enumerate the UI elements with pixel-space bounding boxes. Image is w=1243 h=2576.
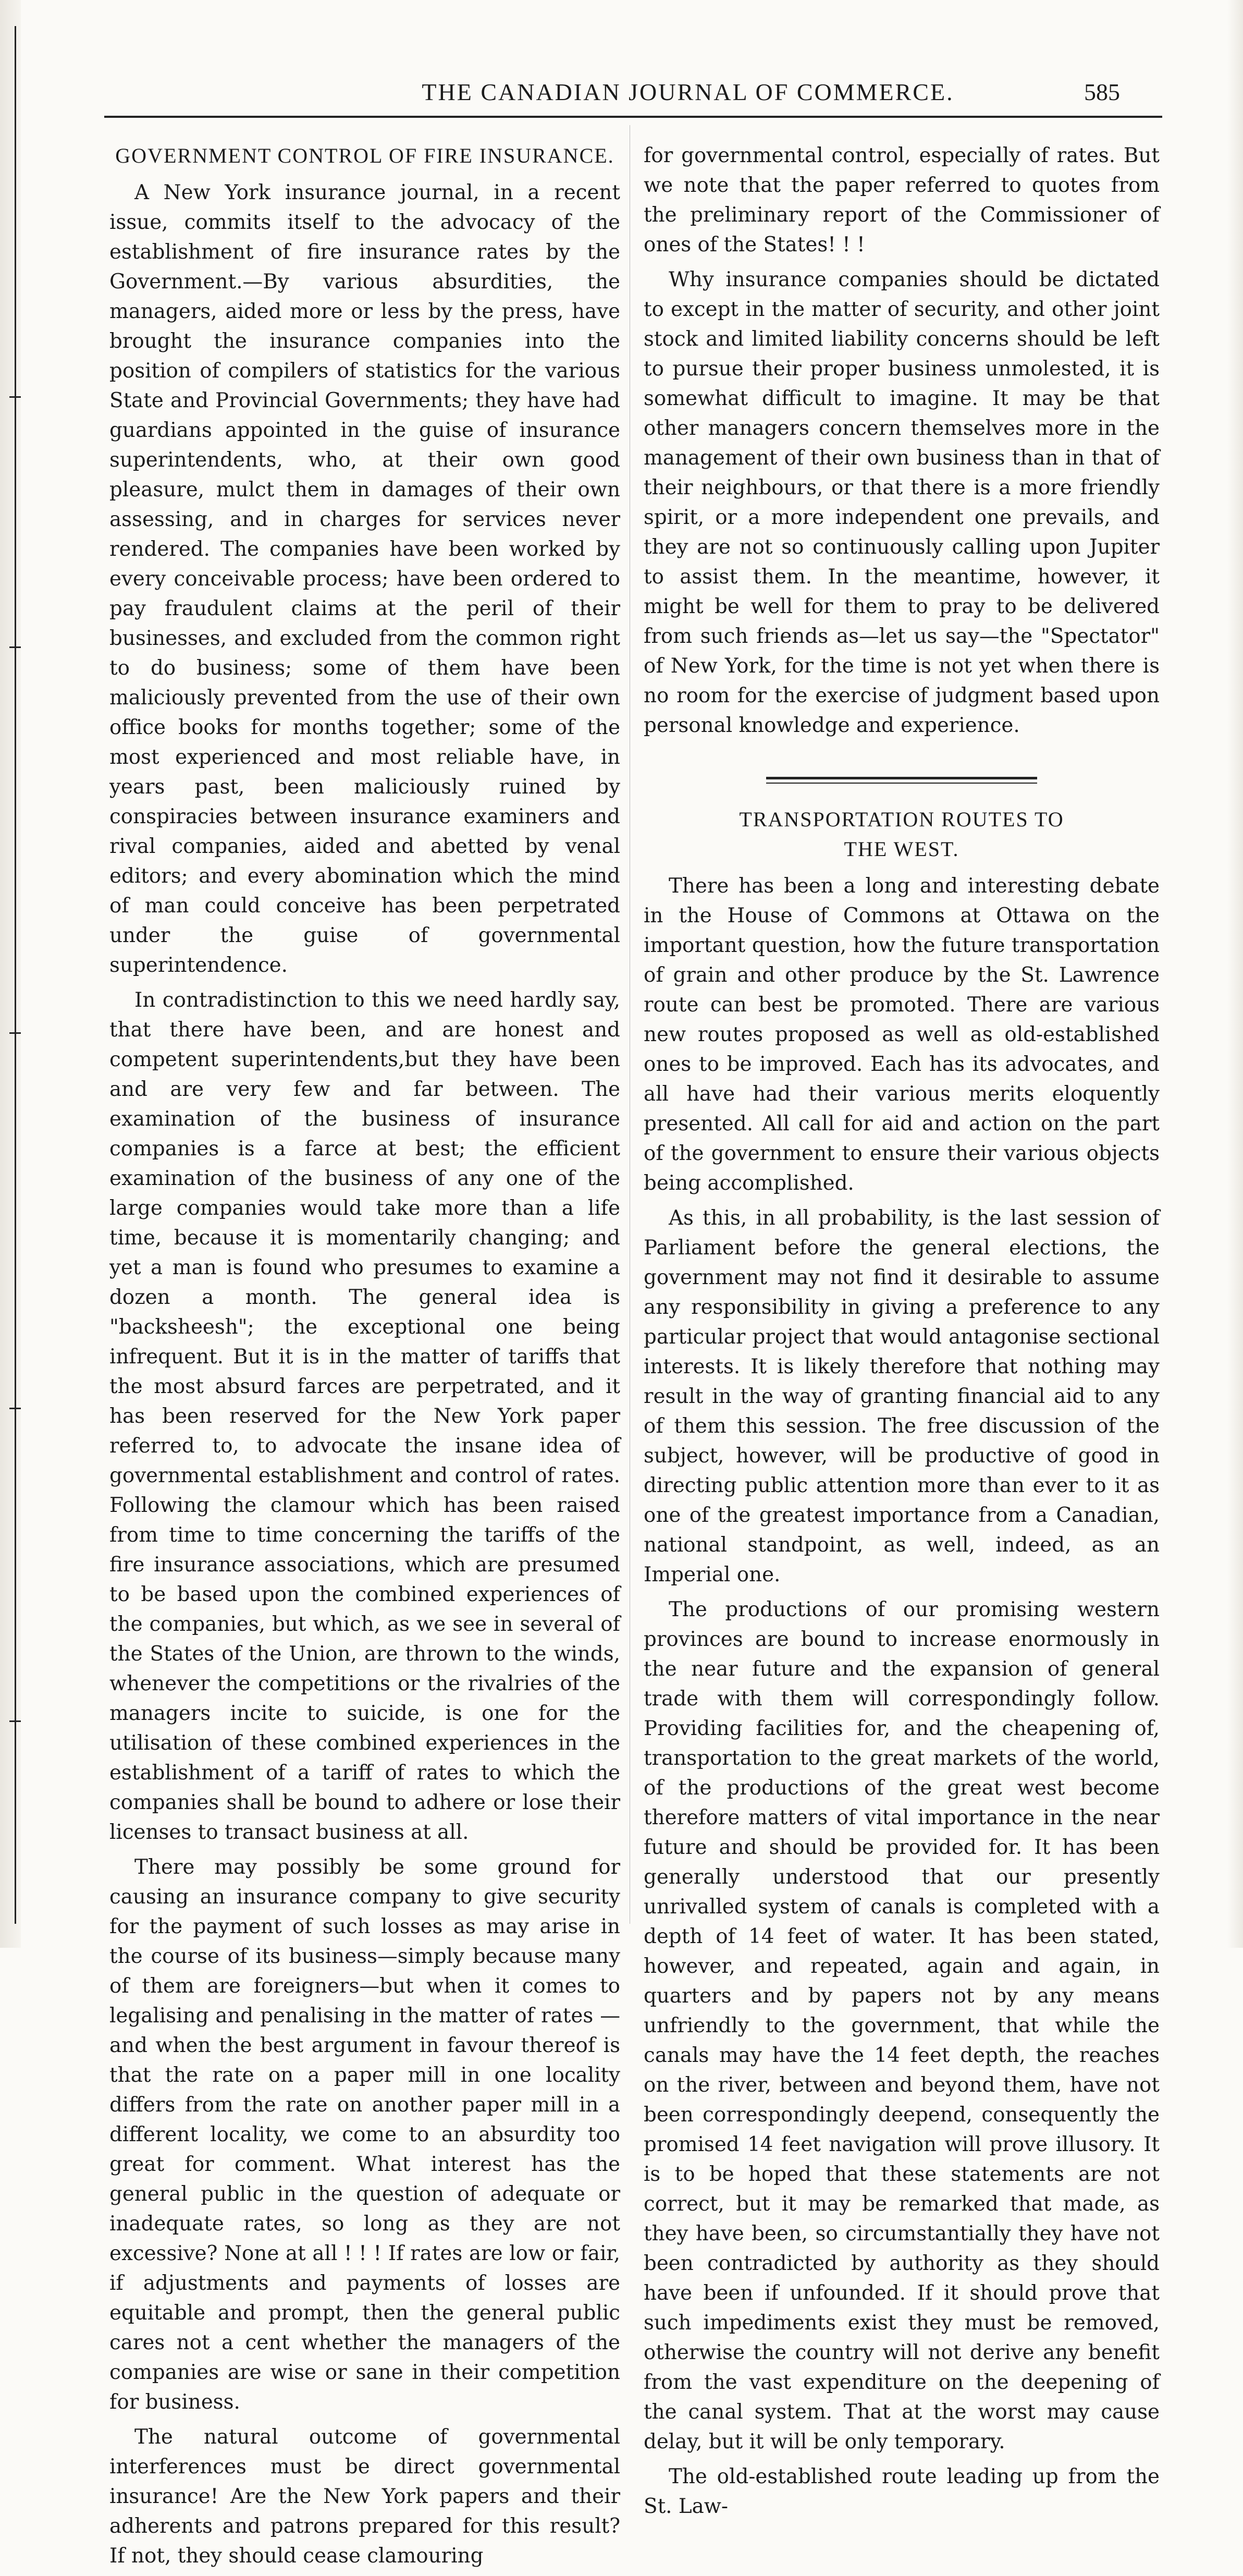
binding-line [15, 26, 16, 1924]
binding-mark [9, 1032, 21, 1034]
running-header: THE CANADIAN JOURNAL OF COMMERCE. [422, 79, 954, 105]
article-paragraph: Why insurance companies should be dictated to except in the matter of security, and other joint stock and limited liability concerns should be left to pursue their proper business unmolested, it is somewhat difficult to imagine. It may be that other managers concern themselves more in the management of their own business than in that of their neighbours, or that there is a more friendly spirit, or a more independent one prevails, and they are not so continuously calling upon Jupiter to assist them. In the meantime, however, it might be well for them to pray to be delivered from such friends as—let us say—the "Spectator" of New York, for the time is not yet when there is no room for the exercise of judgment based upon personal knowledge and experience. [644, 268, 1160, 737]
binding-mark [9, 646, 21, 648]
page-binding-edge [0, 0, 21, 1948]
article-title-line: THE WEST. [844, 837, 959, 861]
article-paragraph: In contradistinction to this we need hardly say, that there have been, and are honest and competent superintendents,but they have been and are very few and far between. The examination of the business of insurance companies is a farce at best; the efficient examination of the business of any one of the large companies would take more than a life time, because it is momentarily changing; and yet a man is found who presumes to examine a dozen a month. The general idea is "backsheesh"; the exceptional one being infrequent. But it is in the matter of tariffs that the most absurd farces are perpetrated, and it has been reserved for the New York paper referred to, to advocate the insane idea of governmental establishment and control of rates. Following the clamour which has been raised from time to time concerning the tariffs of the fire insurance associations, which are presumed to be based upon the combined experiences of the companies, but which, as we see in several of the States of the Union, are thrown to the winds, whenever the competitions or the rivalries of the managers incite to suicide, is one for the utilisation of these combined experiences in the establishment of a tariff of rates to which the companies shall be bound to adhere or lose their licenses to transact business at all. [109, 988, 620, 1844]
article-title [644, 804, 1160, 864]
binding-mark [9, 1408, 21, 1409]
article-paragraph-continued: for governmental control, especially of rates. But we note that the paper referred to quotes from the preliminary report of the Commissioner of ones of the States! ! ! [644, 144, 1160, 257]
section-divider [766, 777, 1037, 784]
left-column [109, 141, 620, 2576]
article-paragraph: The productions of our promising western provinces are bound to increase enormously in the near future and the expansion of general trade with them will correspondingly follow. Providing facilities for, and the cheapening of, transportation to the great markets of the world, of the productions of the great west become therefore matters of vital importance in the near future and should be provided for. It has been generally understood that our presently unrivalled system of canals is completed with a depth of 14 feet of water. It has been stated, however, and repeated, again and again, in quarters and by papers not by any means unfriendly to the government, that while the canals may have the 14 feet depth, the reaches on the river, between and beyond them, have not been correspondingly deepend, consequently the promised 14 feet navigation will prove illusory. It is to be hoped that these statements are not correct, but it may be remarked that made, as they have been, so circumstantially they have not been contradicted by authority as they should have been if unfounded. If it should prove that such impediments exist they must be removed, otherwise the country will not derive any benefit from the vast expenditure on the deepening of the canal system. That at the worst may cause delay, but it will be only temporary. [644, 1598, 1160, 2453]
article-paragraph: There has been a long and interesting debate in the House of Commons at Ottawa on the important question, how the future transportation of grain and other produce by the St. Lawrence route can best be promoted. There are various new routes proposed as well as old-established ones to be improved. Each has its advocates, and all have had their various merits eloquently presented. All call for aid and action on the part of the government to ensure their various objects being accomplished. [644, 874, 1160, 1195]
page-right-edge [1227, 0, 1243, 1948]
article-title: GOVERNMENT CONTROL OF FIRE INSURANCE. [115, 144, 614, 167]
header-rule [104, 116, 1162, 118]
article-paragraph: The natural outcome of governmental interferences must be direct governmental insurance! Are the New York papers and their adherents and patrons prepared for this result? If not, they should cease clamouring [109, 2425, 620, 2568]
page-number: 585 [1084, 79, 1120, 105]
article-paragraph: As this, in all probability, is the last session of Parliament before the general elections, the government may not find it desirable to assume any responsibility in giving a preference to any particular project that would antagonise sectional interests. It is likely therefore that nothing may result in the way of granting financial aid to any of them this session. The free discussion of the subject, however, will be productive of good in directing public attention more than ever to it as one of the greatest importance from a Canadian, national standpoint, as well, indeed, as an Imperial one. [644, 1206, 1160, 1586]
binding-mark [9, 1720, 21, 1722]
binding-mark [9, 396, 21, 398]
article-title-line: TRANSPORTATION ROUTES TO [739, 808, 1064, 831]
right-column [644, 141, 1160, 2526]
article-paragraph: There may possibly be some ground for causing an insurance company to give security for the payment of such losses as may arise in the course of its business—simply because many of them are foreigners—but when it comes to legalising and penalising in the matter of rates —and when the best argument in favour thereof is that the rate on a paper mill in one locality differs from the rate on another paper mill in a different locality, we come to an absurdity too great for comment. What interest has the general public in the question of adequate or inadequate rates, so long as they are not excessive? None at all ! ! ! If rates are low or fair, if adjustments and payments of losses are equitable and prompt, then the general public cares not a cent whether the managers of the companies are wise or sane in their competition for business. [109, 1855, 620, 2414]
article-paragraph: The old-established route leading up from the St. Law- [644, 2465, 1160, 2518]
article-paragraph: A New York insurance journal, in a recent issue, commits itself to the advocacy of the establishment of fire insurance rates by the Government.—By various absurdities, the managers, aided more or less by the press, have brought the insurance companies into the position of compilers of statistics for the various State and Provincial Governments; they have had guardians appointed in the guise of insurance superintendents, who, at their own good pleasure, mulct them in damages of their own assessing, and in charges for services never rendered. The companies have been worked by every conceivable process; have been ordered to pay fraudulent claims at the peril of their businesses, and excluded from the common right to do business; some of them have been maliciously prevented from the use of their own office books for months together; some of the most experienced and most reliable have, in years past, been maliciously ruined by conspiracies between insurance examiners and rival companies, aided and abetted by venal editors; and every abomination which the mind of man could conceive has been perpetrated under the guise of governmental superintendence. [109, 181, 620, 977]
